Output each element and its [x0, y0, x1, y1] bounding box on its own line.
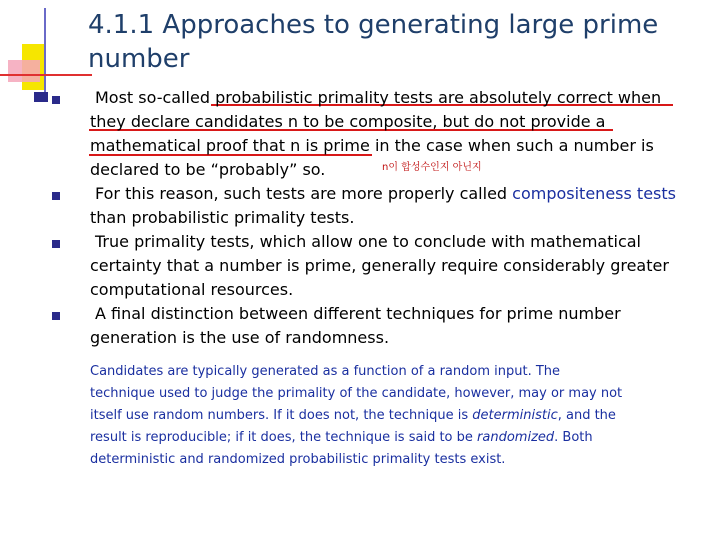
note-line: technique used to judge the primality of the candidate, however, may or may not — [90, 386, 623, 401]
bullet-square-icon — [52, 192, 60, 200]
title-line-1: 4.1.1 Approaches to generating large prime — [88, 10, 659, 40]
bullet-item — [40, 230, 720, 302]
bullet-line: Most so-called probabilistic primality tests are absolutely correct when — [95, 88, 662, 107]
note-text: , and the — [557, 408, 616, 423]
bullet-square-icon — [52, 240, 60, 248]
decor-horizontal-line — [0, 74, 92, 76]
bullet-item — [40, 302, 720, 350]
note-line: deterministic and randomized probabilistic primality tests exist. — [90, 452, 506, 467]
note-text: itself use random numbers. If it does not, the technique is — [90, 408, 473, 423]
bullet-line: True primality tests, which allow one to conclude with mathematical — [95, 232, 641, 251]
note-line — [90, 405, 690, 427]
decor-pink-block — [8, 60, 40, 82]
bullet-line: mathematical proof that n is prime in the case when such a number is — [90, 136, 654, 155]
bullet-line: they declare candidates n to be composite, but do not provide a — [90, 112, 606, 131]
note-italic-term: randomized — [477, 430, 555, 445]
note-line — [90, 427, 690, 449]
footnote-paragraph — [90, 361, 690, 471]
bullet-item — [40, 86, 720, 182]
bullet-square-icon — [52, 96, 60, 104]
bullet-text: For this reason, such tests are more properly called — [95, 184, 513, 203]
bullet-line: generation is the use of randomness. — [90, 328, 390, 347]
note-italic-term: deterministic — [472, 408, 558, 423]
slide-title — [88, 8, 688, 76]
bullet-line: certainty that a number is prime, generally require considerably greater — [90, 256, 669, 275]
bullet-square-icon — [52, 312, 60, 320]
bullet-list — [40, 86, 720, 350]
bullet-line: than probabilistic primality tests. — [90, 208, 355, 227]
title-line-2: number — [88, 44, 190, 74]
note-text: result is reproducible; if it does, the technique is said to be — [90, 430, 478, 445]
note-text: . Both — [554, 430, 593, 445]
bullet-line: A final distinction between different techniques for prime number — [95, 304, 621, 323]
bullet-line: declared to be “probably” so. — [90, 160, 326, 179]
bullet-line: computational resources. — [90, 280, 294, 299]
bullet-item — [40, 182, 720, 230]
bullet-line — [90, 182, 720, 206]
korean-annotation: n이 합성수인지 아닌지 — [382, 162, 482, 173]
highlight-term: compositeness tests — [512, 184, 676, 203]
note-line: Candidates are typically generated as a function of a random input. The — [90, 364, 561, 379]
